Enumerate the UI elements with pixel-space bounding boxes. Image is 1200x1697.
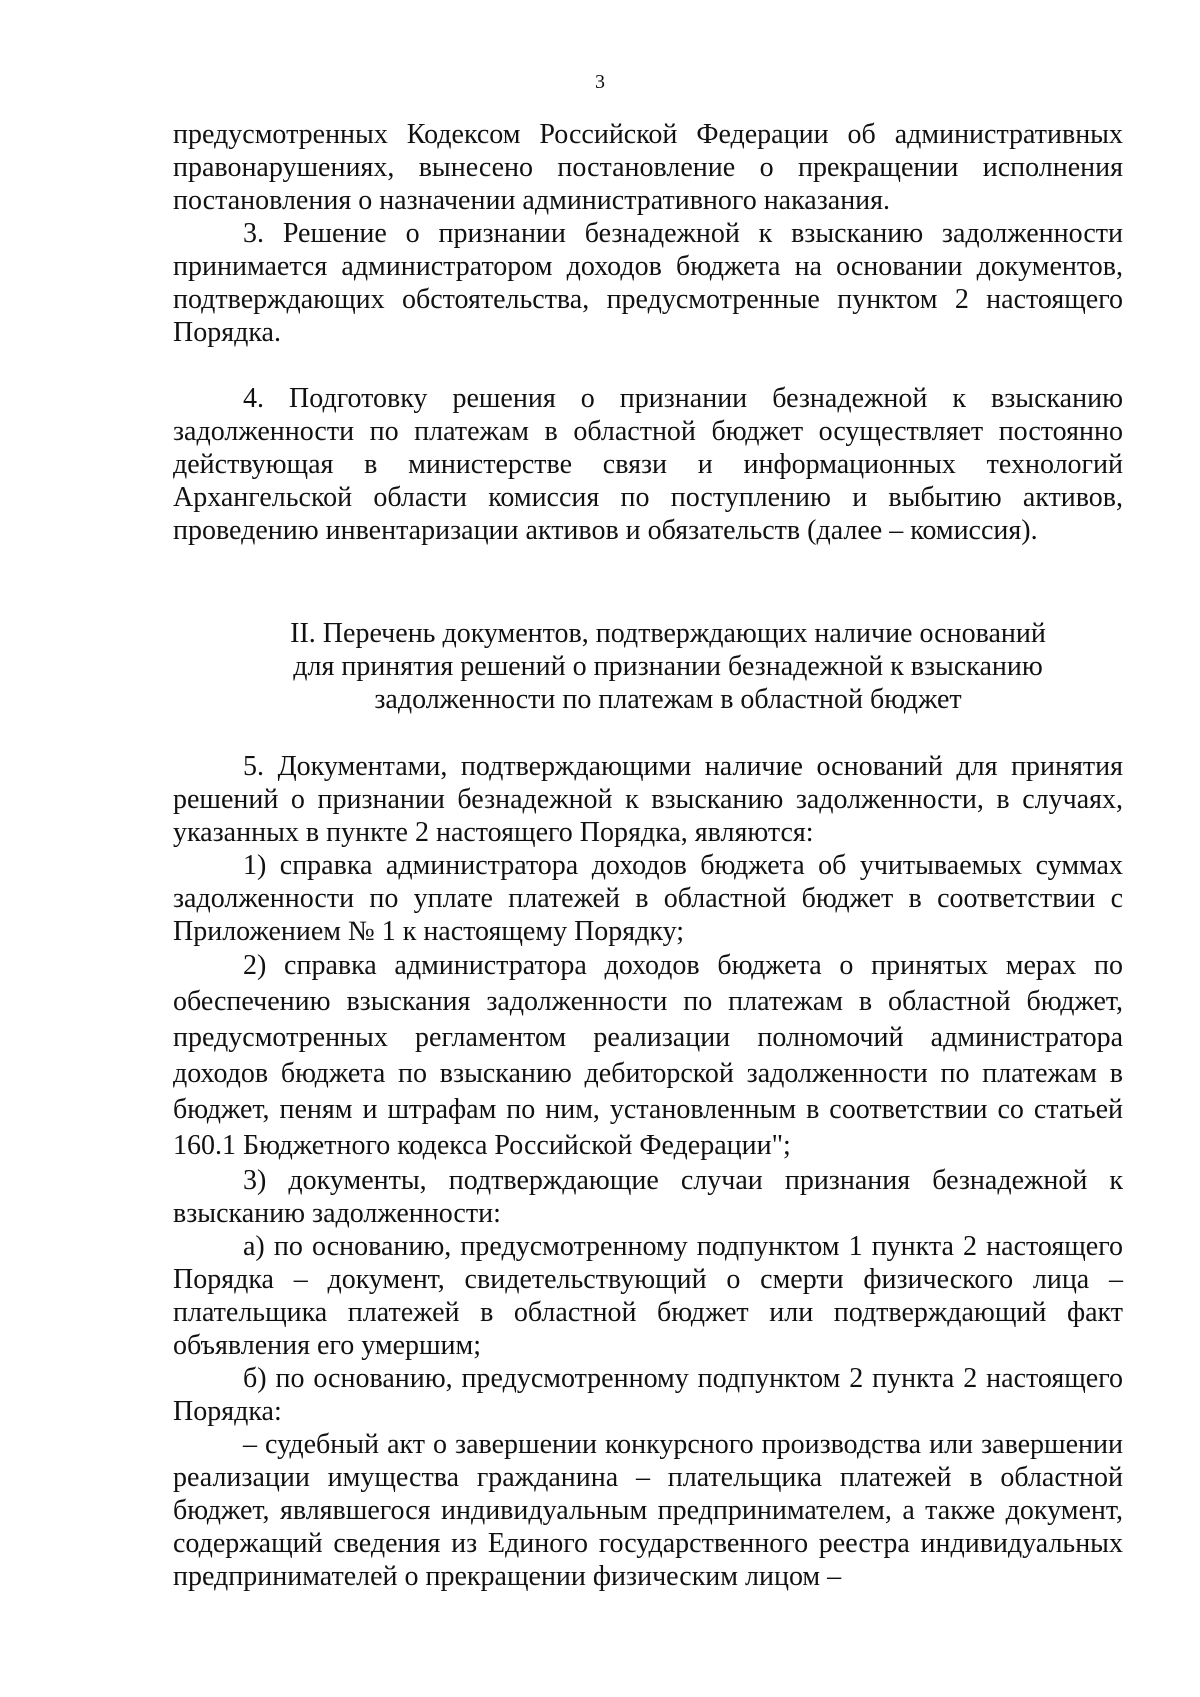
paragraph-5: 5. Документами, подтверждающими наличие оснований для принятия решений о признании безнадежной к взысканию задолженности, в случаях, указанных в пункте 2 настоящего Порядка, являются: [173,751,1123,848]
paragraph-5-item-2: 2) справка администратора доходов бюджета о принятых мерах по обеспечению взыскания задолженности по платежам в областной бюджет, предусмотренных регламентом реализации полномочий администратора доходов бюджета по взысканию дебиторской задолженности по платежам в бюджет, пеням и штрафам по ним, установленным в соответствии со статьей 160.1 Бюджетного кодекса Российской Федерации"; [173,950,1123,1161]
section-heading-line-2: для принятия решений о признании безнадежной к взысканию [293,651,1043,682]
page-number: 3 [595,71,605,93]
section-heading-line-1: II. Перечень документов, подтверждающих наличие оснований [290,618,1046,649]
document-body [173,118,1123,1593]
paragraph-5-item-1: 1) справка администратора доходов бюджета об учитываемых суммах задолженности по уплате платежей в областной бюджет в соответствии с Приложением № 1 к настоящему Порядку; [173,850,1123,947]
paragraph-5-item-3b: б) по основанию, предусмотренному подпунктом 2 пункта 2 настоящего Порядка: [173,1363,1123,1427]
section-heading [173,617,1123,716]
spacer [173,547,1123,617]
paragraph-3: 3. Решение о признании безнадежной к взысканию задолженности принимается администратором доходов бюджета на основании документов, подтверждающих обстоятельства, предусмотренные пунктом 2 настоящего Порядка. [173,218,1123,348]
spacer [173,349,1123,382]
paragraph-5-item-3: 3) документы, подтверждающие случаи признания безнадежной к взысканию задолженности: [173,1165,1123,1229]
spacer [173,716,1123,750]
paragraph-5-item-3a: а) по основанию, предусмотренному подпунктом 1 пункта 2 настоящего Порядка – документ, свидетельствующий о смерти физического лица – плательщика платежей в областной бюджет или подтверждающий факт объявления его умершим; [173,1231,1123,1361]
paragraph-5-item-3b-dash: – судебный акт о завершении конкурсного производства или завершении реализации имущества гражданина – плательщика платежей в областной бюджет, являвшегося индивидуальным предпринимателем, а также документ, содержащий сведения из Единого государственного реестра индивидуальных предпринимателей о прекращении физическим лицом – [173,1429,1123,1592]
section-heading-line-3: задолженности по платежам в областной бюджет [374,684,962,715]
paragraph-4: 4. Подготовку решения о признании безнадежной к взысканию задолженности по платежам в областной бюджет осуществляет постоянно действующая в министерстве связи и информационных технологий Архангельской области комиссия по поступлению и выбытию активов, проведению инвентаризации активов и обязательств (далее – комиссия). [173,383,1123,546]
paragraph-continuation: предусмотренных Кодексом Российской Федерации об административных правонарушениях, вынесено постановление о прекращении исполнения постановления о назначении административного наказания. [173,119,1123,216]
